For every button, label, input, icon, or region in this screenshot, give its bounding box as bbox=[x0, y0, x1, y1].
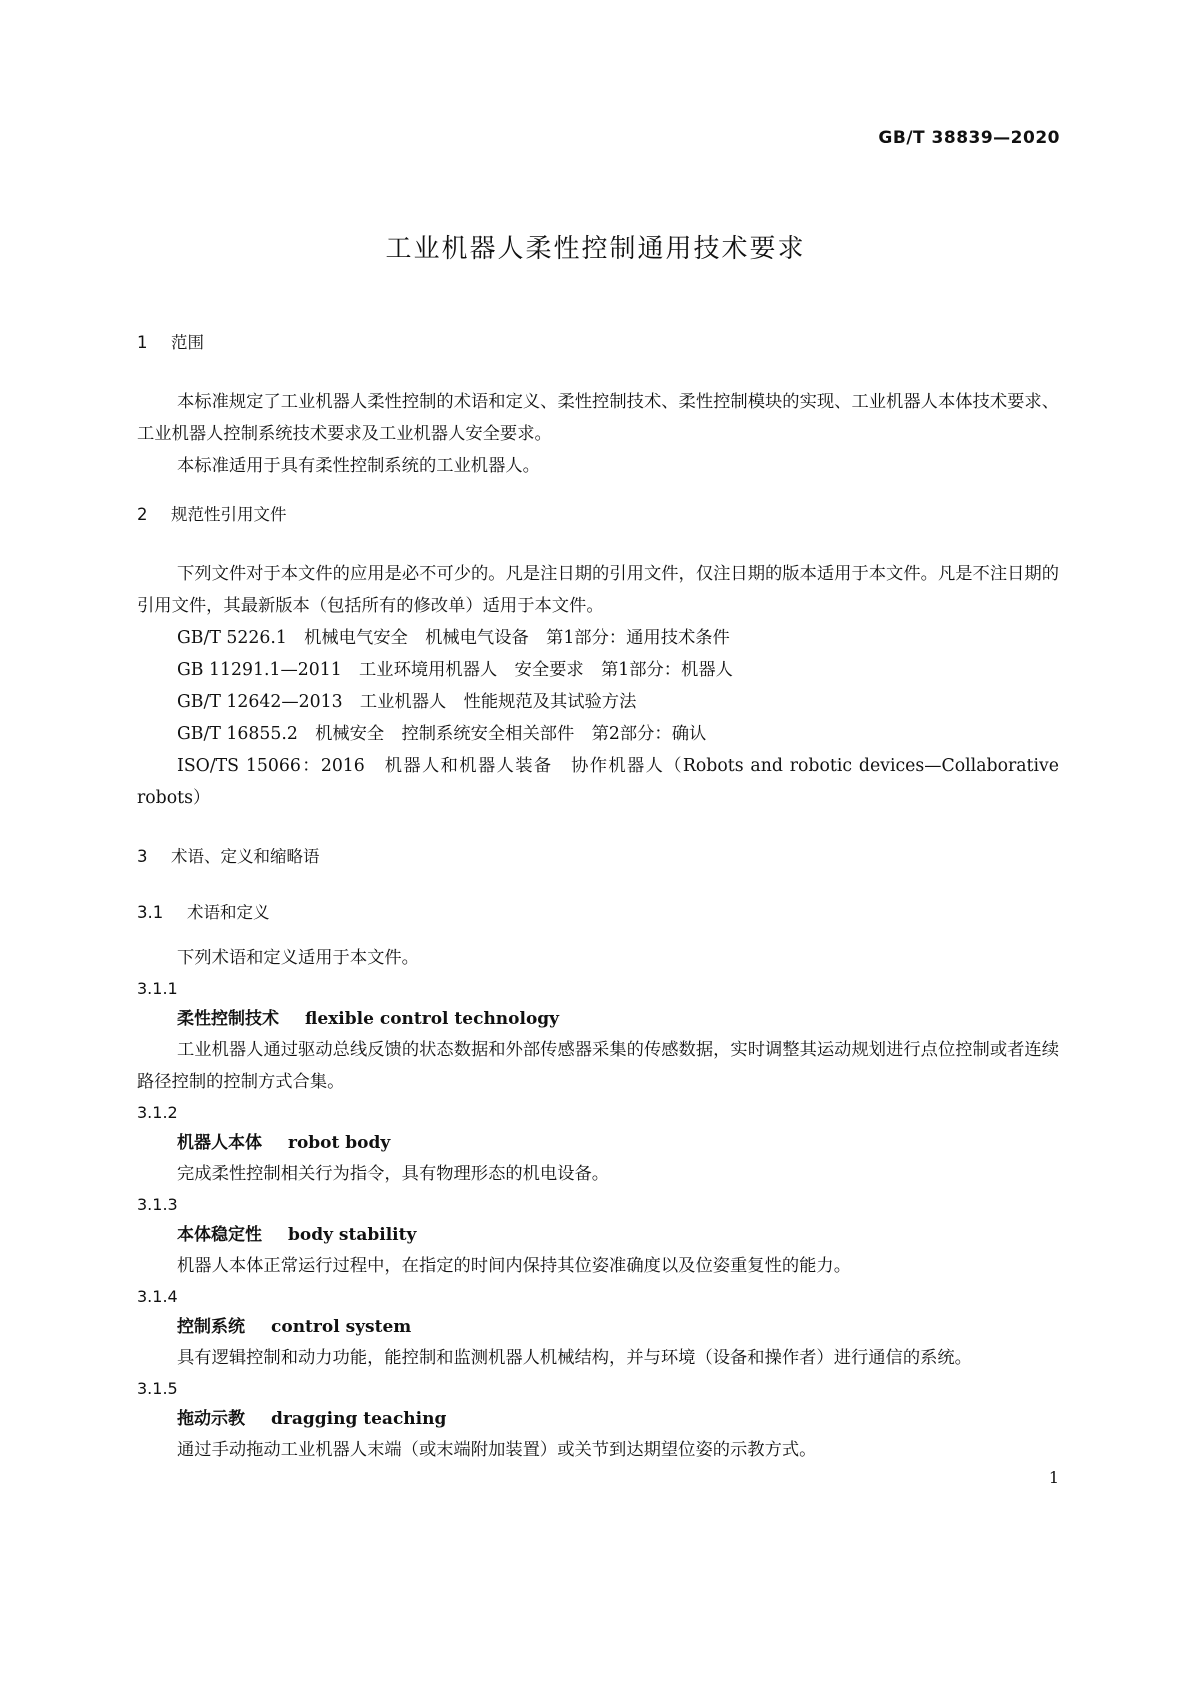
term-definition: 具有逻辑控制和动力功能，能控制和监测机器人机械结构，并与环境（设备和操作者）进行通信的系统。 bbox=[177, 1348, 972, 1368]
term-name-zh: 控制系统 bbox=[177, 1317, 245, 1337]
document-body bbox=[137, 330, 1059, 1466]
subsection-number: 3.1 bbox=[137, 903, 164, 922]
paragraph: 下列文件对于本文件的应用是必不可少的。凡是注日期的引用文件，仅注日期的版本适用于本文件。凡是不注日期的引用文件，其最新版本（包括所有的修改单）适用于本文件。 bbox=[137, 564, 1059, 616]
reference-item: GB/T 12642—2013 工业机器人 性能规范及其试验方法 bbox=[177, 692, 637, 712]
term-name bbox=[137, 1220, 1059, 1250]
term-number: 3.1.2 bbox=[137, 1103, 178, 1122]
term-definition: 完成柔性控制相关行为指令，具有物理形态的机电设备。 bbox=[177, 1164, 610, 1184]
term-name bbox=[137, 1128, 1059, 1158]
term-number: 3.1.5 bbox=[137, 1379, 178, 1398]
section-heading-terms bbox=[137, 844, 1059, 870]
term-name-en: dragging teaching bbox=[271, 1409, 447, 1429]
section-heading-scope bbox=[137, 330, 1059, 356]
section-heading-normative-references bbox=[137, 502, 1059, 528]
term-name bbox=[137, 1004, 1059, 1034]
term-name-zh: 本体稳定性 bbox=[177, 1225, 262, 1245]
term-name-en: robot body bbox=[288, 1133, 391, 1153]
term-entry bbox=[137, 974, 1059, 1098]
term-entry bbox=[137, 1098, 1059, 1190]
reference-item: GB 11291.1—2011 工业环境用机器人 安全要求 第1部分：机器人 bbox=[177, 660, 733, 680]
term-name-zh: 柔性控制技术 bbox=[177, 1009, 279, 1029]
paragraph: 本标准规定了工业机器人柔性控制的术语和定义、柔性控制技术、柔性控制模块的实现、工业机器人本体技术要求、工业机器人控制系统技术要求及工业机器人安全要求。 bbox=[137, 392, 1059, 444]
term-number: 3.1.1 bbox=[137, 979, 178, 998]
term-definition: 机器人本体正常运行过程中，在指定的时间内保持其位姿准确度以及位姿重复性的能力。 bbox=[177, 1256, 851, 1276]
reference-item: GB/T 16855.2 机械安全 控制系统安全相关部件 第2部分：确认 bbox=[177, 724, 707, 744]
section-title: 规范性引用文件 bbox=[171, 505, 287, 524]
term-number: 3.1.4 bbox=[137, 1287, 178, 1306]
term-name-zh: 机器人本体 bbox=[177, 1133, 262, 1153]
term-entry bbox=[137, 1190, 1059, 1282]
term-name-en: control system bbox=[271, 1317, 412, 1337]
term-name-en: body stability bbox=[288, 1225, 417, 1245]
page-number: 1 bbox=[1048, 1468, 1059, 1487]
term-entry bbox=[137, 1374, 1059, 1466]
term-name bbox=[137, 1312, 1059, 1342]
term-entry bbox=[137, 1282, 1059, 1374]
term-definition: 工业机器人通过驱动总线反馈的状态数据和外部传感器采集的传感数据，实时调整其运动规划进行点位控制或者连续路径控制的控制方式合集。 bbox=[137, 1040, 1059, 1092]
section-number: 1 bbox=[137, 333, 148, 352]
subsection-title: 术语和定义 bbox=[187, 903, 270, 922]
section-title: 术语、定义和缩略语 bbox=[171, 847, 320, 866]
section-number: 3 bbox=[137, 847, 148, 866]
term-number: 3.1.3 bbox=[137, 1195, 178, 1214]
reference-item: GB/T 5226.1 机械电气安全 机械电气设备 第1部分：通用技术条件 bbox=[177, 628, 730, 648]
section-number: 2 bbox=[137, 505, 148, 524]
term-definition: 通过手动拖动工业机器人末端（或末端附加装置）或关节到达期望位姿的示教方式。 bbox=[177, 1440, 817, 1460]
document-title: 工业机器人柔性控制通用技术要求 bbox=[385, 234, 806, 264]
reference-item: ISO/TS 15066：2016 机器人和机器人装备 协作机器人（Robots and robotic devices—Collaborative robots） bbox=[137, 756, 1059, 808]
subsection-heading bbox=[137, 900, 1059, 926]
standard-id: GB/T 38839—2020 bbox=[878, 128, 1060, 148]
paragraph: 本标准适用于具有柔性控制系统的工业机器人。 bbox=[177, 456, 540, 476]
paragraph: 下列术语和定义适用于本文件。 bbox=[177, 948, 419, 968]
section-title: 范围 bbox=[171, 333, 204, 352]
term-name-en: flexible control technology bbox=[305, 1009, 560, 1029]
term-name-zh: 拖动示教 bbox=[177, 1409, 245, 1429]
term-name bbox=[137, 1404, 1059, 1434]
